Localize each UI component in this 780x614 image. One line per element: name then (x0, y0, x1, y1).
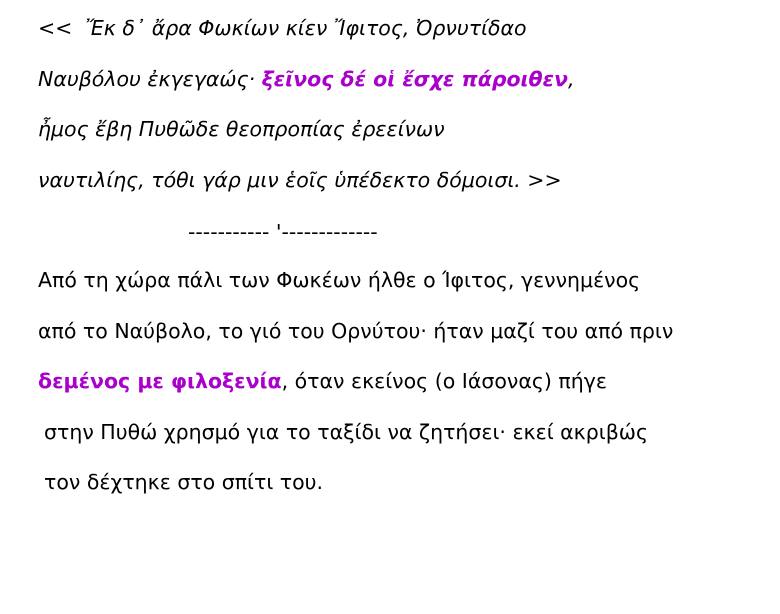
greek-line (38, 18, 756, 39)
greek-text: ναυτιλίης, τόθι γάρ μιν ἑοῖς ὑπέδεκτο δόμοισι. >> (38, 167, 562, 192)
greek-line (38, 66, 756, 91)
translation-line (38, 318, 756, 343)
translation-line (38, 270, 756, 291)
highlighted-phrase: ξεῖνος δέ οἱ ἔσχε πάροιθεν (261, 66, 568, 91)
translation-line (38, 371, 756, 392)
greek-text: Ναυβόλου ἐκγεγαώς· (38, 66, 262, 91)
greek-text: << Ἔκ δ᾽ ἄρα Φωκίων κίεν Ἴφιτος, Ὀρνυτίδαο (38, 16, 527, 40)
greek-text: , (567, 66, 575, 91)
translation-text: από το Ναύβολο, το γιό του Ορνύτου· ήταν μαζί του από πριν (38, 318, 674, 343)
section-divider: ----------- '------------- (188, 220, 378, 244)
highlighted-phrase: δεμένος με φιλοξενία (38, 369, 282, 393)
translation-text: στην Πυθώ χρησμό για το ταξίδι να ζητήσει· εκεί ακριβώς (44, 419, 648, 444)
greek-line (38, 167, 756, 192)
translation-block (38, 270, 756, 493)
translation-line (38, 472, 756, 493)
translation-text: , όταν εκείνος (ο Ιάσονας) πήγε (281, 369, 607, 393)
greek-line (38, 119, 756, 140)
translation-text: τον δέχτηκε στο σπίτι του. (44, 470, 324, 494)
greek-quote-block (38, 18, 756, 190)
greek-text: ἦμος ἔβη Πυθῶδε θεοπροπίας ἐρεείνων (38, 117, 445, 141)
translation-text: Από τη χώρα πάλι των Φωκέων ήλθε ο Ίφιτος, γεννημένος (38, 268, 641, 292)
translation-line (38, 419, 756, 444)
